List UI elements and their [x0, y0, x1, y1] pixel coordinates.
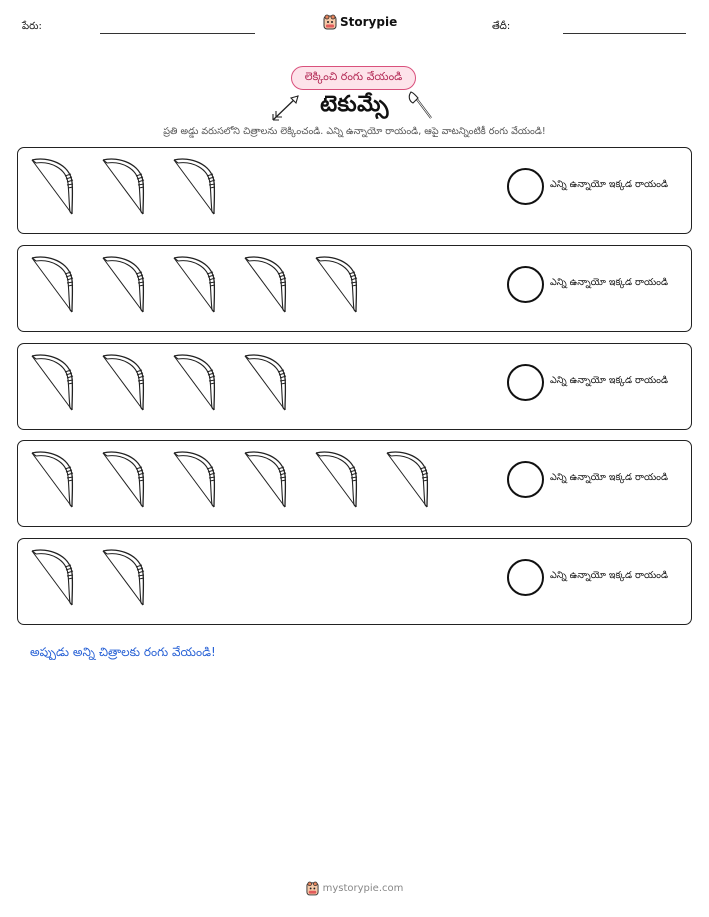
answer-label: ఎన్ని ఉన్నాయో ఇక్కడ రాయండి — [550, 472, 669, 483]
bow-icon[interactable] — [28, 449, 84, 511]
bow-icon[interactable] — [28, 254, 84, 316]
bow-icon[interactable] — [170, 352, 226, 414]
footer-site[interactable]: mystorypie.com — [322, 882, 404, 894]
answer-label: ఎన్ని ఉన్నాయో ఇక్కడ రాయండి — [550, 375, 669, 386]
storypie-logo-icon — [306, 880, 319, 896]
answer-circle[interactable] — [507, 364, 544, 401]
bow-group — [28, 352, 297, 416]
counting-row-2 — [17, 245, 692, 332]
bow-icon[interactable] — [170, 156, 226, 218]
answer-circle[interactable] — [507, 168, 544, 205]
bow-group — [28, 254, 368, 318]
counting-row-3 — [17, 343, 692, 430]
footer — [0, 880, 709, 896]
date-label: తేదీ: — [492, 21, 511, 32]
bow-icon[interactable] — [99, 352, 155, 414]
name-field-line[interactable] — [100, 33, 255, 34]
bow-icon[interactable] — [28, 156, 84, 218]
answer-circle[interactable] — [507, 559, 544, 596]
bow-icon[interactable] — [241, 449, 297, 511]
bow-icon[interactable] — [99, 449, 155, 511]
bow-icon[interactable] — [99, 156, 155, 218]
counting-row-1 — [17, 147, 692, 234]
answer-circle[interactable] — [507, 266, 544, 303]
activity-badge: లెక్కించి రంగు వేయండి — [291, 66, 416, 90]
brand-logo — [323, 13, 397, 30]
page-title: టెకుమ్సే — [320, 92, 389, 117]
answer-label: ఎన్ని ఉన్నాయో ఇక్కడ రాయండి — [550, 277, 669, 288]
bow-group — [28, 449, 439, 513]
bow-icon[interactable] — [99, 254, 155, 316]
bow-icon[interactable] — [383, 449, 439, 511]
bow-icon[interactable] — [241, 254, 297, 316]
bow-group — [28, 547, 155, 611]
brand-name: Storypie — [340, 14, 398, 29]
bow-icon[interactable] — [170, 254, 226, 316]
counting-row-5 — [17, 538, 692, 625]
bow-icon[interactable] — [99, 547, 155, 609]
axe-icon — [406, 90, 436, 122]
bow-icon[interactable] — [312, 449, 368, 511]
bow-icon[interactable] — [312, 254, 368, 316]
answer-label: ఎన్ని ఉన్నాయో ఇక్కడ రాయండి — [550, 570, 669, 581]
footer-note: అప్పుడు అన్ని చిత్రాలకు రంగు వేయండి! — [30, 645, 216, 659]
date-field-line[interactable] — [563, 33, 686, 34]
bow-icon[interactable] — [241, 352, 297, 414]
bow-group — [28, 156, 226, 220]
answer-circle[interactable] — [507, 461, 544, 498]
storypie-logo-icon — [323, 13, 337, 30]
counting-row-4 — [17, 440, 692, 527]
answer-label: ఎన్ని ఉన్నాయో ఇక్కడ రాయండి — [550, 179, 669, 190]
bow-icon[interactable] — [170, 449, 226, 511]
bow-icon[interactable] — [28, 547, 84, 609]
bow-icon[interactable] — [28, 352, 84, 414]
instructions: ప్రతి అడ్డు వరుసలోని చిత్రాలను లెక్కించండి. ఎన్ని ఉన్నాయో రాయండి, ఆపై వాటన్నింటికీ రంగు వేయండి! — [163, 126, 546, 137]
name-label: పేరు: — [22, 21, 42, 32]
